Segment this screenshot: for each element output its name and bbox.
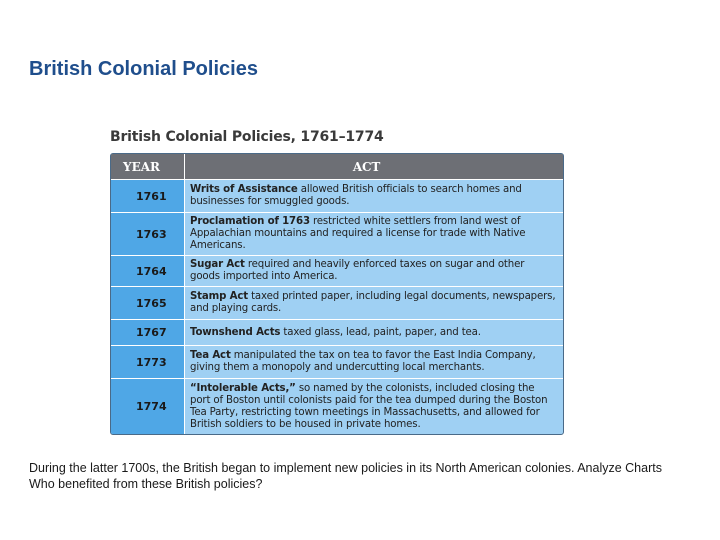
year-cell: 1764 (111, 256, 185, 286)
act-cell (185, 213, 563, 255)
year-cell: 1774 (111, 379, 185, 434)
act-description: so named by the colonists, included closing the port of Boston until colonists paid for the tea dumped during the Boston Tea Party, restricting town meetings in Massachusetts, and allowed for British soldiers to be housed in private homes. (190, 382, 548, 430)
table-row (111, 286, 563, 319)
table-title: British Colonial Policies, 1761–1774 (110, 129, 384, 145)
act-name: Proclamation of 1763 (190, 216, 310, 227)
table-row (111, 212, 563, 255)
table-header-row (111, 154, 563, 179)
policies-table (110, 153, 564, 435)
table-row (111, 378, 563, 434)
year-cell: 1773 (111, 346, 185, 378)
act-name: Tea Act (190, 350, 231, 361)
act-name: Stamp Act (190, 291, 248, 302)
table-row (111, 255, 563, 286)
act-description: required and heavily enforced taxes on sugar and other goods imported into America. (190, 259, 525, 282)
act-description: taxed glass, lead, paint, paper, and tea. (280, 326, 481, 338)
act-cell (185, 180, 563, 212)
act-name: Sugar Act (190, 259, 245, 270)
act-description: restricted white settlers from land west of Appalachian mountains and required a license for trade with Native Americans. (190, 216, 526, 251)
year-cell: 1763 (111, 213, 185, 255)
year-cell: 1767 (111, 320, 185, 345)
act-description: manipulated the tax on tea to favor the East India Company, giving them a monopoly and undercutting local merchants. (190, 350, 536, 373)
act-description: taxed printed paper, including legal documents, newspapers, and playing cards. (190, 291, 556, 314)
year-cell: 1761 (111, 180, 185, 212)
slide-title: British Colonial Policies (29, 58, 258, 80)
slide-caption: During the latter 1700s, the British began to implement new policies in its North American colonies. Analyze Charts Who benefited from these British policies? (29, 461, 662, 491)
act-name: Townshend Acts (190, 326, 281, 338)
year-column-header: YEAR (111, 154, 185, 179)
act-name: Writs of Assistance (190, 184, 298, 195)
table-row (111, 179, 563, 212)
table-row (111, 345, 563, 378)
act-cell (185, 379, 563, 434)
act-cell (185, 256, 563, 286)
act-cell (185, 346, 563, 378)
act-cell (185, 320, 563, 345)
act-description: allowed British officials to search homes and businesses for smuggled goods. (190, 184, 522, 207)
act-column-header: ACT (185, 154, 563, 179)
year-cell: 1765 (111, 287, 185, 319)
policies-table-block (110, 128, 564, 435)
act-cell (185, 287, 563, 319)
act-name: “Intolerable Acts,” (190, 382, 296, 394)
table-row (111, 319, 563, 345)
